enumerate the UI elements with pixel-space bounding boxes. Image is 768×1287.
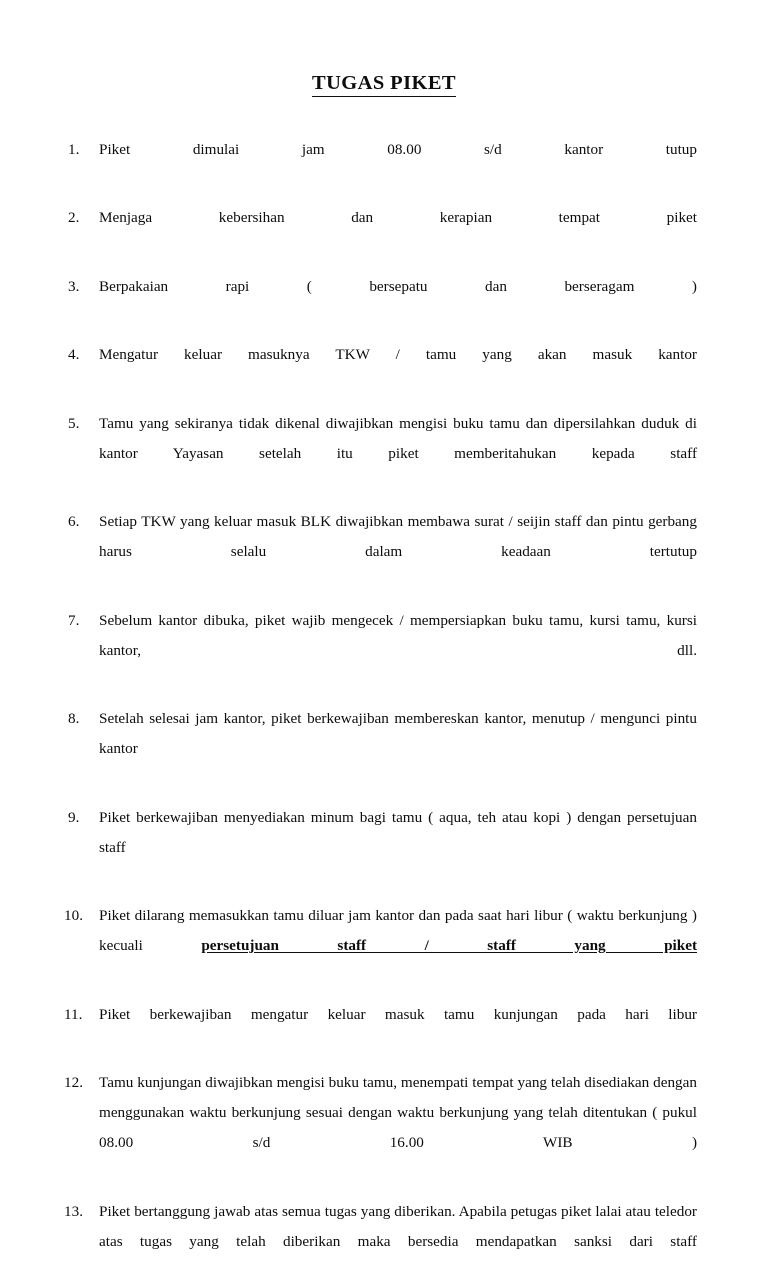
list-item-number: 5. [68,414,80,432]
list-item-number: 1. [68,140,80,158]
list-item [0,704,768,794]
page-title [0,0,768,97]
list-item [0,272,768,332]
list-item-text: Piket dimulai jam 08.00 s/d kantor tutup [99,140,697,158]
list-item [0,1000,768,1060]
list-item-number: 3. [68,277,80,295]
list-item-number: 11. [64,1005,83,1023]
list-item-number: 4. [68,346,80,364]
list-item-number: 6. [68,513,80,531]
list-item-text: Tamu yang sekiranya tidak dikenal diwajibkan mengisi buku tamu dan dipersilahkan duduk di kantor Yayasan setelah itu piket memberitahukan kepada staff [99,414,697,462]
list-item [0,1068,768,1188]
list-item [0,1197,768,1287]
list-item-number: 7. [68,611,80,629]
list-item [0,901,768,991]
list-item-text: Piket berkewajiban menyediakan minum bagi tamu ( aqua, teh atau kopi ) dengan persetujuan staff [99,808,697,856]
list-item-text: Berpakaian rapi ( bersepatu dan berseragam ) [99,277,697,295]
list-item-text-plain: Piket dilarang memasukkan tamu diluar jam kantor dan pada saat hari libur ( waktu berkunjung ) kecuali [99,907,697,955]
list-item-text: Setiap TKW yang keluar masuk BLK diwajibkan membawa surat / seijin staff dan pintu gerbang harus selalu dalam keadaan tertutup [99,513,697,561]
list-item [0,135,768,195]
list-item [0,803,768,893]
list-item [0,507,768,597]
page-title-text: TUGAS PIKET [312,72,456,97]
list-item-number: 2. [68,209,80,227]
list-item [0,340,768,400]
list-item-text: Mengatur keluar masuknya TKW / tamu yang akan masuk kantor [99,346,697,364]
list-item [0,606,768,696]
list-item-text: Setelah selesai jam kantor, piket berkewajiban membereskan kantor, menutup / mengunci pintu kantor [99,710,697,758]
list-item [0,203,768,263]
list-item-text: Menjaga kebersihan dan kerapian tempat piket [99,209,697,227]
list-item-emphasis: persetujuan staff / staff yang piket [201,937,697,955]
list-item-number: 10. [64,907,83,925]
list-item-text [99,901,697,991]
list-item-text: Piket berkewajiban mengatur keluar masuk tamu kunjungan pada hari libur [99,1005,697,1023]
list-item-number: 9. [68,808,80,826]
list-item-number: 8. [68,710,80,728]
list-item-text: Piket bertanggung jawab atas semua tugas yang diberikan. Apabila petugas piket lalai atau teledor atas tugas yang telah diberikan maka bersedia mendapatkan sanksi dari staff [99,1202,697,1250]
list-item-number: 12. [64,1074,83,1092]
list-item-text: Sebelum kantor dibuka, piket wajib mengecek / mempersiapkan buku tamu, kursi tamu, kursi kantor, dll. [99,611,697,659]
task-list [0,97,768,1287]
list-item [0,409,768,499]
list-item-text: Tamu kunjungan diwajibkan mengisi buku tamu, menempati tempat yang telah disediakan dengan menggunakan waktu berkunjung sesuai dengan waktu berkunjung yang telah ditentukan ( pukul 08.00 s/d 16.00 WIB ) [99,1074,697,1152]
list-item-number: 13. [64,1202,83,1220]
